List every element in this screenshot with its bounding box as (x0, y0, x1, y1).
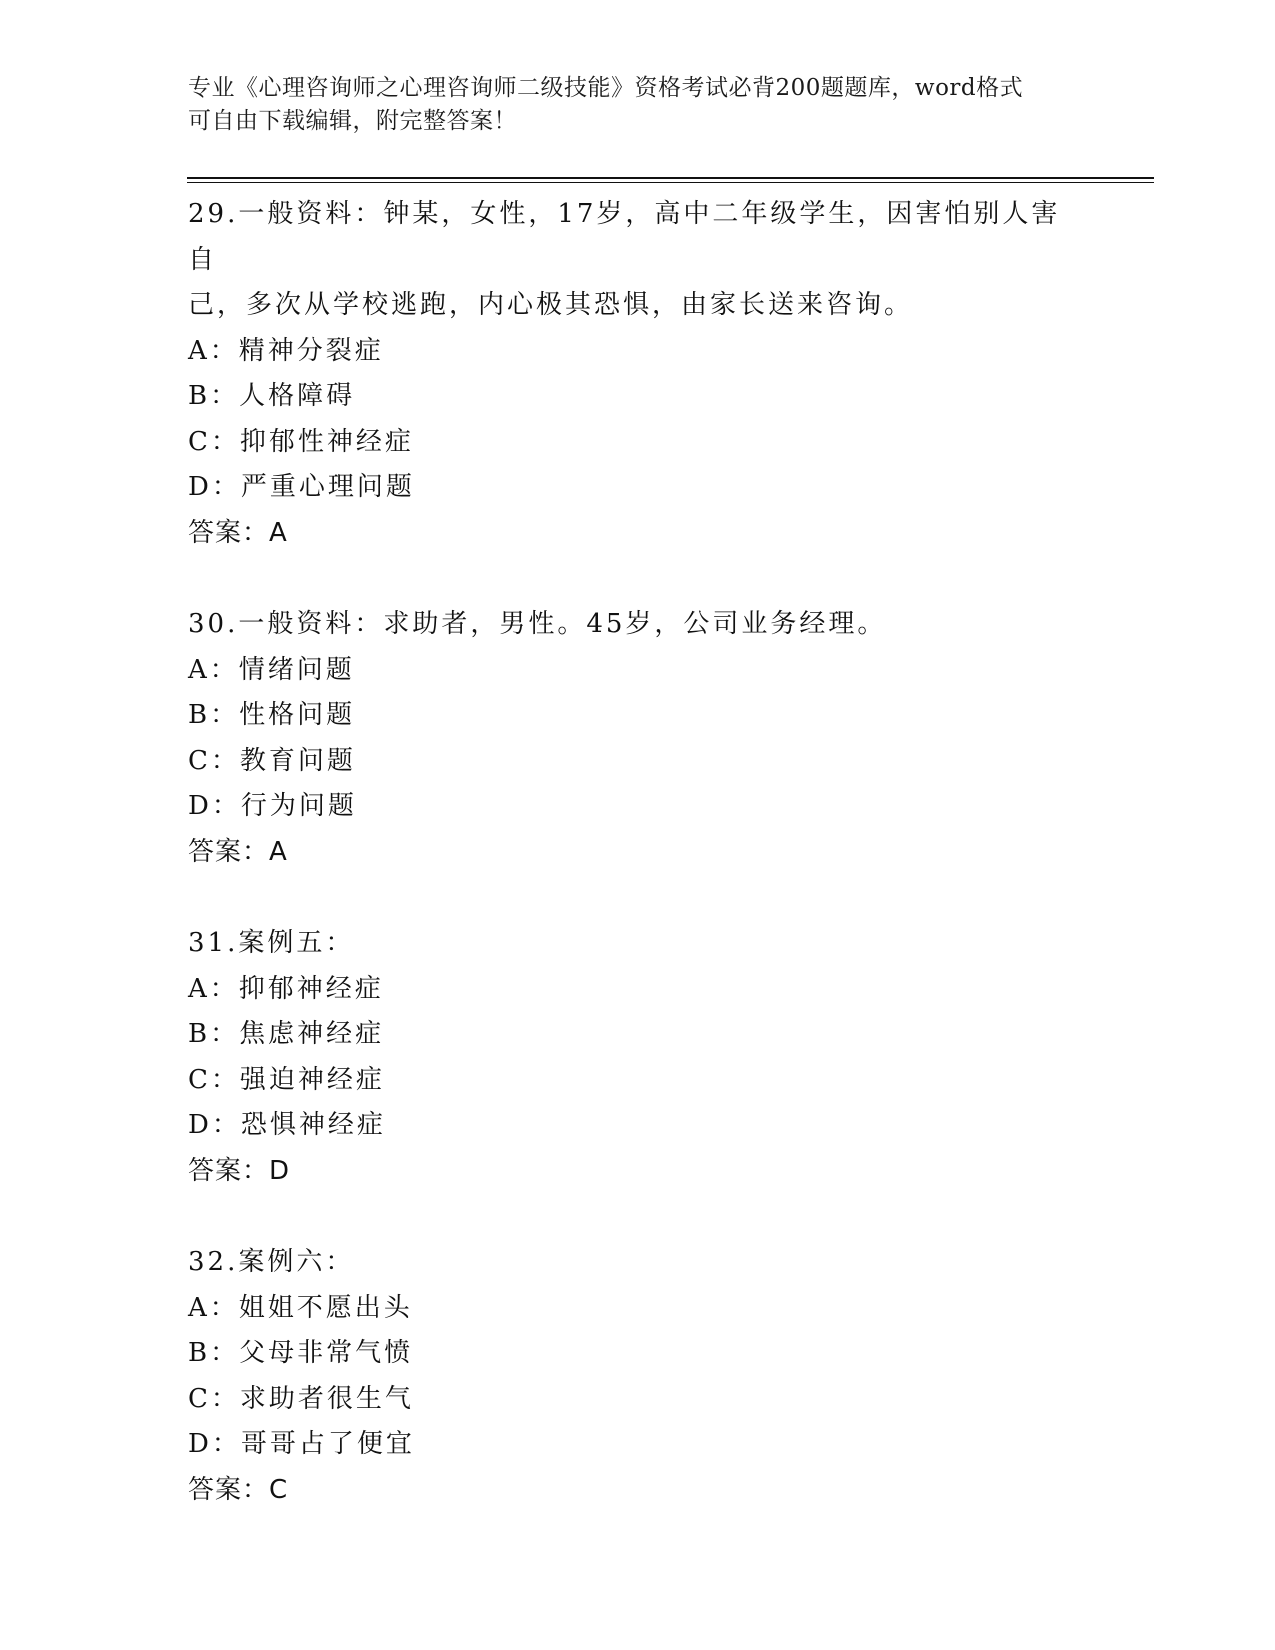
answer-line: 答案：C (188, 1474, 289, 1505)
option-d: D：严重心理问题 (188, 472, 415, 502)
question-spacer (188, 556, 1088, 602)
question-stem: 31.案例五： (188, 928, 355, 958)
option-d: D：哥哥占了便宜 (188, 1429, 415, 1459)
option-c: C：强迫神经症 (188, 1064, 385, 1095)
question-list (188, 192, 1088, 1513)
question-spacer (188, 1194, 1088, 1240)
document-header (188, 72, 1068, 138)
option-b: B：焦虑神经症 (188, 1019, 385, 1049)
answer-line: 答案：D (188, 1155, 291, 1186)
question-31 (188, 921, 1088, 1194)
option-b: B：父母非常气愤 (188, 1338, 414, 1368)
option-a: A：情绪问题 (188, 654, 355, 685)
question-stem-continued: 己，多次从学校逃跑，内心极其恐惧，由家长送来咨询。 (188, 290, 914, 320)
option-d: D：恐惧神经症 (188, 1110, 386, 1140)
option-b: B：性格问题 (188, 700, 356, 730)
question-stem: 32.案例六： (188, 1247, 355, 1277)
header-divider-thin (187, 182, 1154, 183)
question-stem: 30.一般资料：求助者，男性。45岁，公司业务经理。 (188, 609, 887, 639)
question-32 (188, 1240, 1088, 1513)
option-c: C：求助者很生气 (188, 1383, 414, 1414)
option-b: B：人格障碍 (188, 381, 356, 411)
header-line-2: 可自由下载编辑，附完整答案！ (188, 108, 517, 134)
header-line-1: 专业《心理咨询师之心理咨询师二级技能》资格考试必背200题题库，word格式 (188, 75, 1024, 101)
option-c: C：教育问题 (188, 745, 356, 776)
question-stem: 29.一般资料：钟某，女性，17岁，高中二年级学生，因害怕别人害自 (188, 199, 1061, 275)
option-a: A：抑郁神经症 (188, 973, 384, 1004)
question-29 (188, 192, 1088, 556)
option-a: A：精神分裂症 (188, 335, 384, 366)
option-a: A：姐姐不愿出头 (188, 1292, 413, 1323)
question-spacer (188, 875, 1088, 921)
option-c: C：抑郁性神经症 (188, 426, 414, 457)
header-divider-thick (187, 177, 1154, 179)
answer-line: 答案：A (188, 836, 288, 867)
question-30 (188, 602, 1088, 875)
answer-line: 答案：A (188, 517, 288, 548)
option-d: D：行为问题 (188, 791, 357, 821)
